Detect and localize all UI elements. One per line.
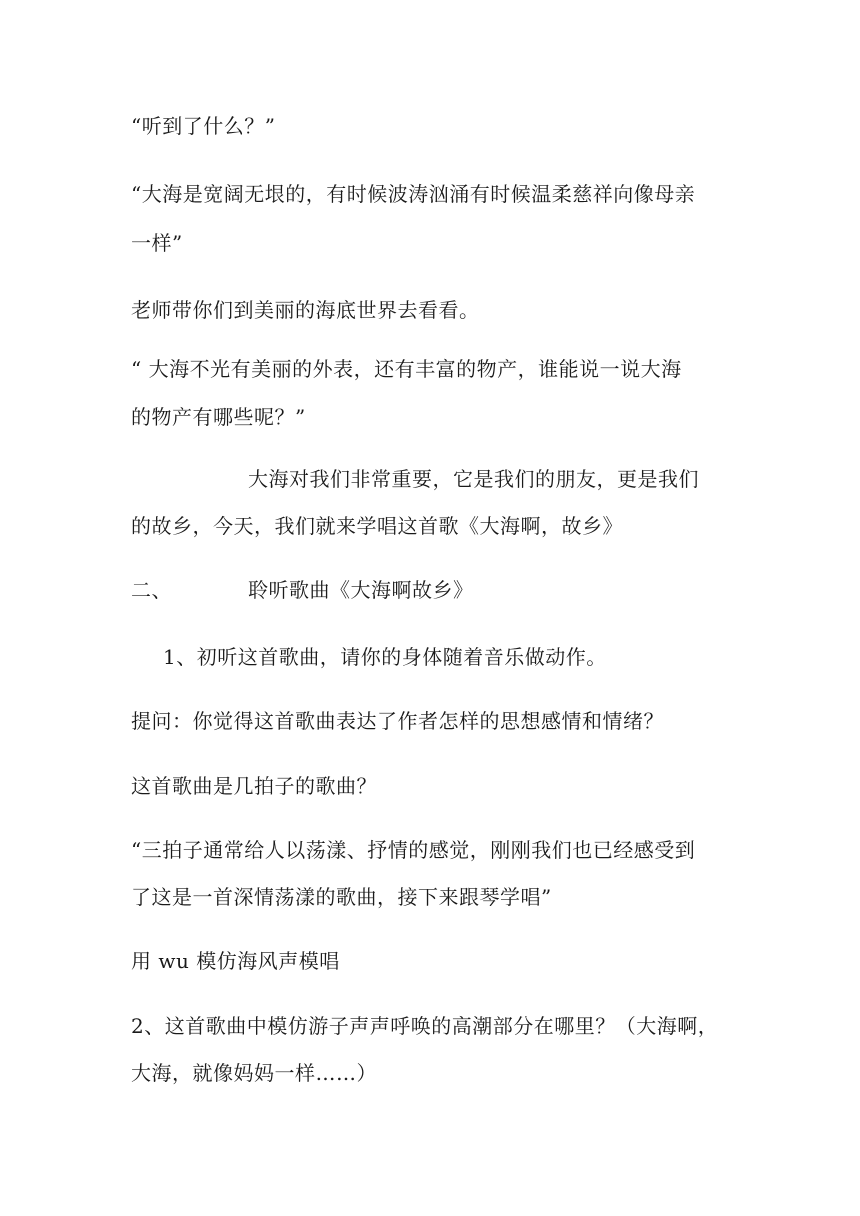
- paragraph-question-emotion: 提问：你觉得这首歌曲表达了作者怎样的思想感情和情绪？: [131, 709, 664, 733]
- paragraph-triple-meter-line1: “三拍子通常给人以荡漾、抒情的感觉，刚刚我们也已经感受到: [131, 838, 696, 862]
- step-2-climax-line2: 大海，就像妈妈一样……）: [131, 1061, 377, 1085]
- paragraph-question-meter: 这首歌曲是几拍子的歌曲？: [131, 774, 377, 798]
- step-1-listen: 1、初听这首歌曲，请你的身体随着音乐做动作。: [163, 645, 607, 669]
- paragraph-hum-wu: 用 wu 模仿海风声模唱: [131, 949, 340, 973]
- paragraph-sea-importance-line2: 的故乡，今天，我们就来学唱这首歌《大海啊，故乡》: [131, 514, 623, 538]
- paragraph-sea-description-line1: “大海是宽阔无垠的，有时候波涛汹涌有时候温柔慈祥向像母亲: [131, 182, 696, 206]
- paragraph-what-heard: “听到了什么？”: [131, 114, 276, 138]
- paragraph-undersea-world: 老师带你们到美丽的海底世界去看看。: [131, 298, 480, 322]
- step-2-climax-line1: 2、这首歌曲中模仿游子声声呼唤的高潮部分在哪里？（大海啊，: [131, 1014, 719, 1038]
- paragraph-triple-meter-line2: 了这是一首深情荡漾的歌曲，接下来跟琴学唱”: [131, 885, 552, 909]
- paragraph-sea-description-line2: 一样”: [131, 231, 183, 255]
- paragraph-sea-products-line1: “ 大海不光有美丽的外表，还有丰富的物产，谁能说一说大海: [131, 357, 682, 381]
- paragraph-sea-products-line2: 的物产有哪些呢？”: [131, 405, 306, 429]
- section-title: 聆听歌曲《大海啊故乡》: [248, 578, 474, 602]
- section-number: 二、: [131, 578, 172, 602]
- paragraph-sea-importance-line1: 大海对我们非常重要，它是我们的朋友，更是我们: [248, 467, 699, 491]
